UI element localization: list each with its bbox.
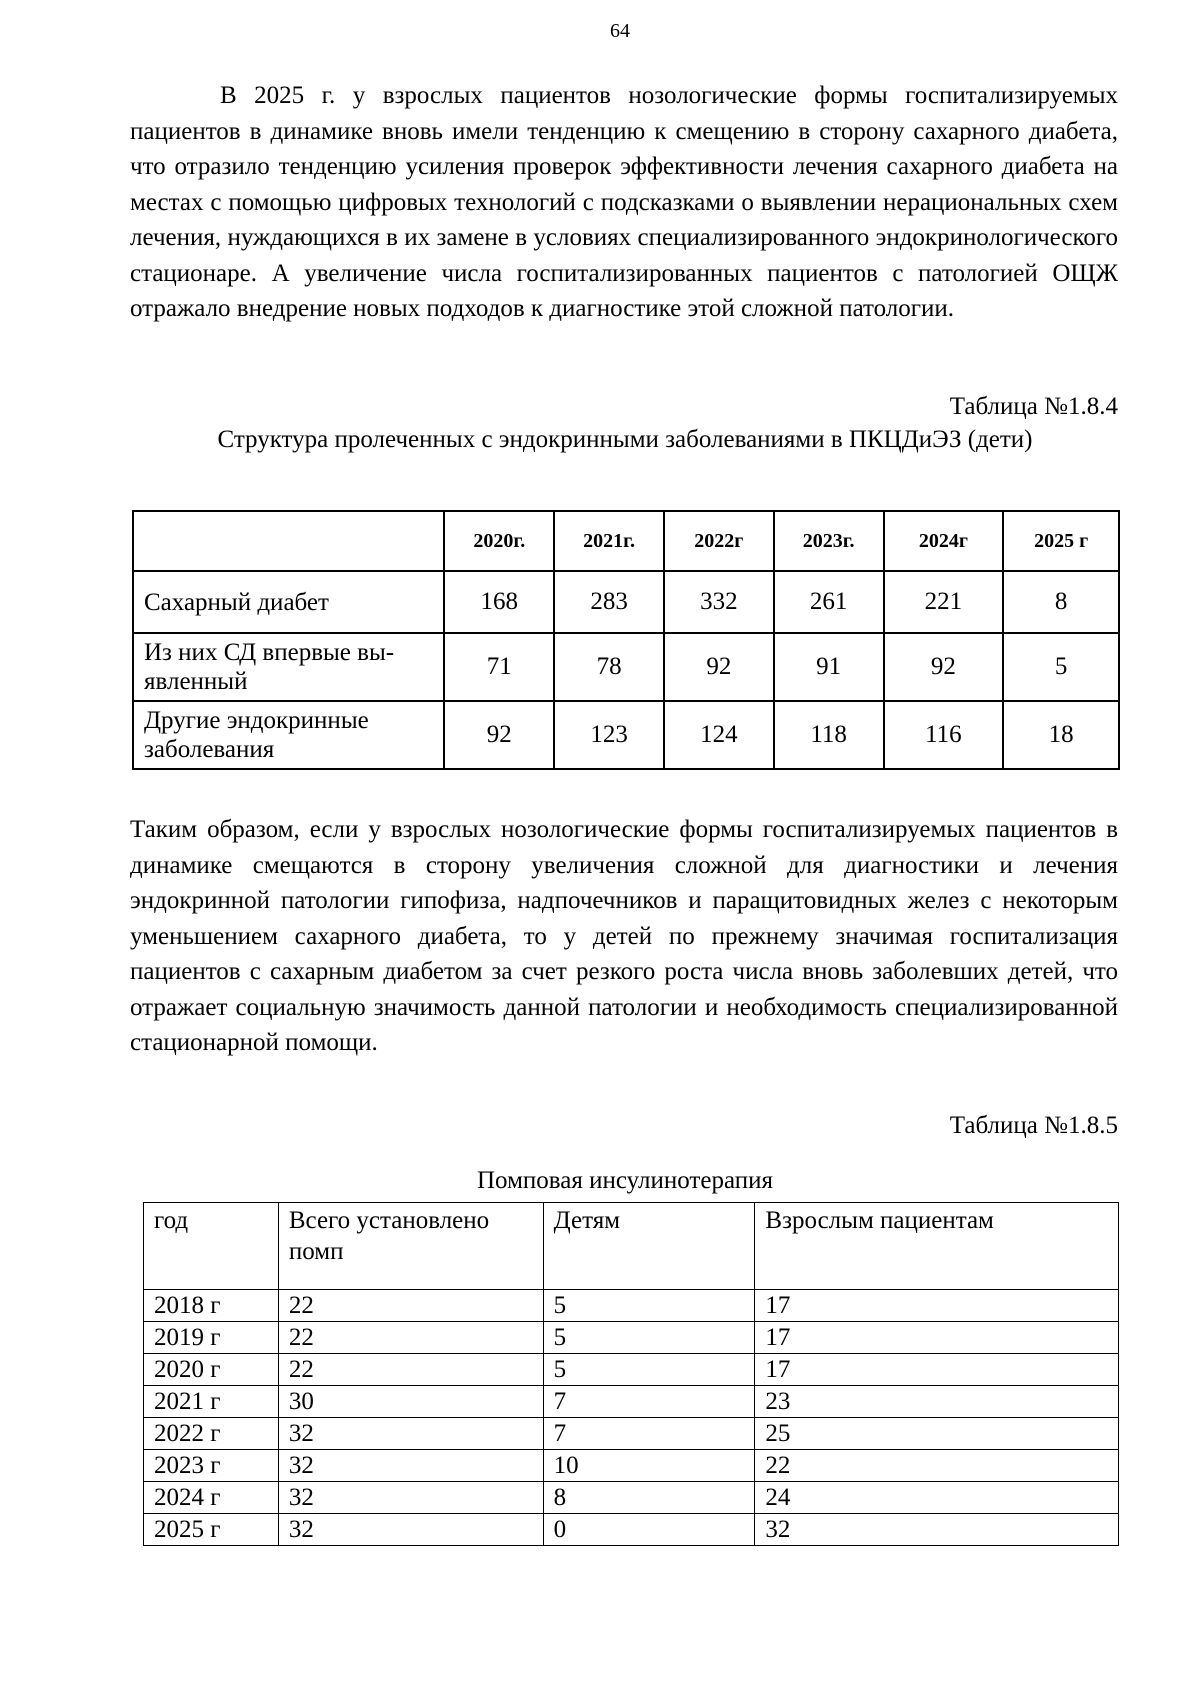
table-cell: 283 [554,571,664,633]
table-cell: 221 [884,571,1004,633]
table-cell: 32 [278,1514,543,1546]
endocrine-structure-table [132,510,1120,770]
table-cell: 0 [543,1514,755,1546]
table-cell: 118 [774,701,884,769]
table-cell: 78 [554,633,664,701]
table-row [144,1514,1119,1546]
table-cell: 17 [755,1322,1119,1354]
row-label: Из них СД впервые вы-явленный [133,633,444,701]
column-header: 2024г [884,511,1004,571]
table-cell: 22 [278,1290,543,1322]
insulin-pump-table [143,1202,1119,1546]
row-label: Другие эндокринные заболевания [133,701,444,769]
table-cell: 2019 г [144,1322,279,1354]
table-cell: 2025 г [144,1514,279,1546]
table-cell: 8 [543,1482,755,1514]
table-cell: 10 [543,1450,755,1482]
table-cell: 5 [543,1354,755,1386]
table-cell: 5 [1003,633,1119,701]
table-cell: 7 [543,1418,755,1450]
table-row [144,1322,1119,1354]
column-header: Всего установлено помп [278,1203,543,1290]
column-header: год [144,1203,279,1290]
table-cell: 2020 г [144,1354,279,1386]
row-label: Сахарный диабет [133,571,444,633]
table-cell: 22 [278,1354,543,1386]
column-header: Взрослым пациентам [755,1203,1119,1290]
table-row [144,1450,1119,1482]
table-cell: 123 [554,701,664,769]
table-cell: 5 [543,1290,755,1322]
table-row [144,1482,1119,1514]
column-header: 2020г. [444,511,554,571]
table2-title: Помповая инсулинотерапия [477,1167,773,1194]
table1-title: Структура пролеченных с эндокринными заболеваниями в ПКЦДиЭЗ (дети) [217,426,1033,453]
table-cell: 32 [278,1418,543,1450]
table-cell: 8 [1003,571,1119,633]
table-header-row [144,1203,1119,1290]
table-cell: 18 [1003,701,1119,769]
table-row [144,1354,1119,1386]
table-cell: 32 [278,1450,543,1482]
table-cell: 25 [755,1418,1119,1450]
table-cell: 168 [444,571,554,633]
table-cell: 23 [755,1386,1119,1418]
table-row [133,633,1119,701]
table-cell: 2021 г [144,1386,279,1418]
table1-number: Таблица №1.8.4 [949,393,1118,420]
table-cell: 17 [755,1354,1119,1386]
table-row [133,701,1119,769]
table2-number: Таблица №1.8.5 [949,1112,1118,1139]
table-row [144,1418,1119,1450]
table-cell: 32 [278,1482,543,1514]
table-cell: 17 [755,1290,1119,1322]
table-cell: 2023 г [144,1450,279,1482]
column-header: Детям [543,1203,755,1290]
column-header: 2025 г [1003,511,1119,571]
table-cell: 124 [664,701,774,769]
table-cell: 92 [664,633,774,701]
table-cell: 332 [664,571,774,633]
table-cell: 7 [543,1386,755,1418]
table-row [133,571,1119,633]
column-header [133,511,444,571]
table-cell: 30 [278,1386,543,1418]
table-cell: 261 [774,571,884,633]
column-header: 2023г. [774,511,884,571]
table-cell: 22 [755,1450,1119,1482]
table-row [144,1290,1119,1322]
table-cell: 22 [278,1322,543,1354]
column-header: 2021г. [554,511,664,571]
table-cell: 116 [884,701,1004,769]
table-cell: 24 [755,1482,1119,1514]
table-cell: 91 [774,633,884,701]
table-header-row [133,511,1119,571]
table-cell: 2022 г [144,1418,279,1450]
table-cell: 2024 г [144,1482,279,1514]
paragraph-conclusion: Таким образом, если у взрослых нозологические формы госпитализируемых пациентов в динамике смещаются в сторону увеличения сложной для диагностики и лечения эндокринной патологии гипофиза, надпочечников и паращитовидных желез с некоторым уменьшением сахарного диабета, то у детей по прежнему значимая госпитализация пациентов с сахарным диабетом за счет резкого роста числа вновь заболевших детей, что отражает социальную значимость данной патологии и необходимость специализированной стационарной помощи. [130,816,1118,1056]
table-cell: 5 [543,1322,755,1354]
table-cell: 71 [444,633,554,701]
table-cell: 32 [755,1514,1119,1546]
table-cell: 92 [884,633,1004,701]
table-cell: 2018 г [144,1290,279,1322]
table-cell: 92 [444,701,554,769]
paragraph-adults-2025: В 2025 г. у взрослых пациентов нозологические формы госпитализируемых пациентов в динамике вновь имели тенденцию к смещению в сторону сахарного диабета, что отразило тенденцию усиления проверок эффективности лечения сахарного диабета на местах с помощью цифровых технологий с подсказками о выявлении нерациональных схем лечения, нуждающихся в их замене в условиях специализированного эндокринологического стационаре. А увеличение числа госпитализированных пациентов с патологией ОЩЖ отражало внедрение новых подходов к диагностике этой сложной патологии. [130,82,1118,322]
column-header: 2022г [664,511,774,571]
table-row [144,1386,1119,1418]
page-number: 64 [610,20,630,42]
